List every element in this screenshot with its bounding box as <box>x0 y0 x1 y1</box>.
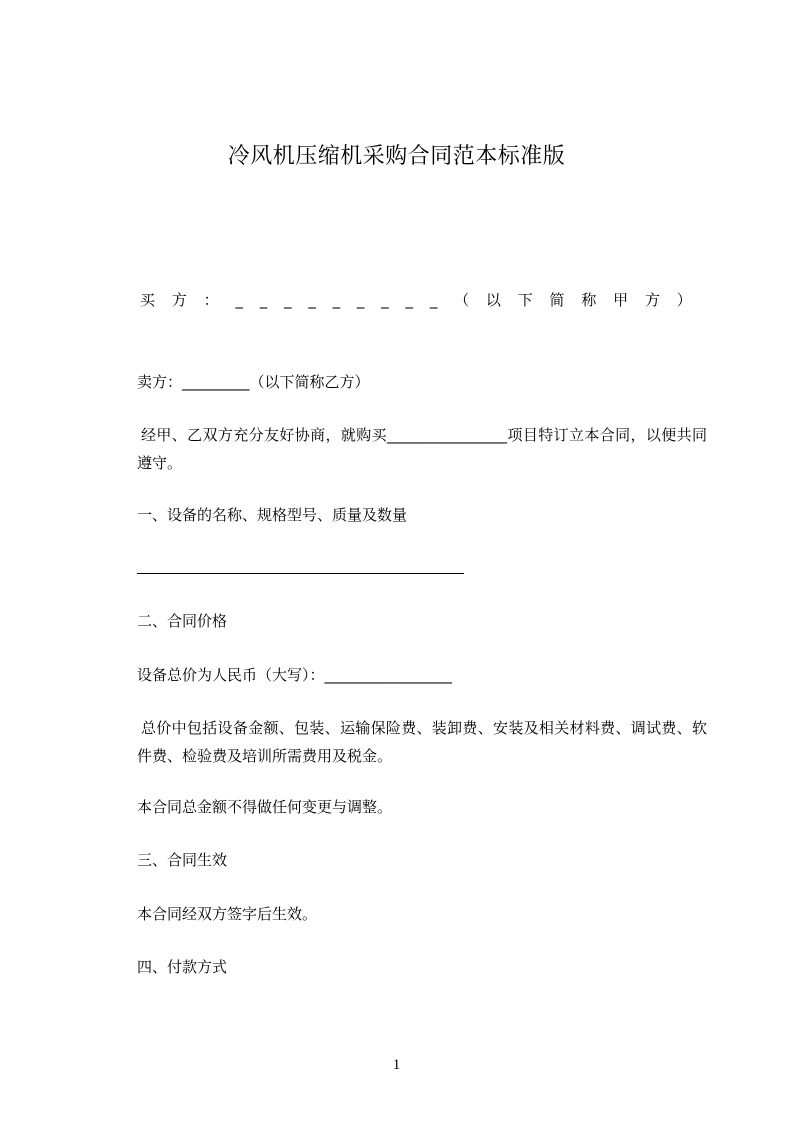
section-heading-equipment: 一、设备的名称、规格型号、质量及数量 <box>137 506 408 524</box>
buyer-char: ： <box>203 291 219 309</box>
buyer-blank: _ <box>429 291 438 309</box>
total-price-line: 设备总价为人民币（大写）：_________________ <box>137 666 453 684</box>
buyer-line <box>140 290 692 310</box>
buyer-char: 甲 <box>613 291 629 309</box>
document-title: 冷风机压缩机采购合同范本标准版 <box>227 144 566 169</box>
buyer-char: 买 <box>140 291 156 309</box>
seller-line: 卖方：_________（以下简称乙方） <box>137 373 370 391</box>
buyer-blank: _ <box>381 291 389 309</box>
intro-paragraph: 经甲、乙双方充分友好协商，就购买________________项目特订立本合同，以便共同遵守。 <box>137 426 707 472</box>
buyer-blank: _ <box>284 291 292 309</box>
price-include-paragraph: 总价中包括设备金额、包装、运输保险费、装卸费、安装及相关材料费、调试费、软件费、检验费及培训所需费用及税金。 <box>137 719 707 765</box>
buyer-char: 方 <box>171 291 187 309</box>
buyer-blank: _ <box>235 291 243 309</box>
buyer-blank: _ <box>405 291 414 309</box>
effective-line: 本合同经双方签字后生效。 <box>137 905 318 923</box>
section-heading-payment: 四、付款方式 <box>137 958 228 976</box>
buyer-char: 下 <box>517 291 533 309</box>
section-heading-effective: 三、合同生效 <box>137 851 228 869</box>
buyer-char: ） <box>676 291 692 309</box>
buyer-blank: _ <box>332 291 341 309</box>
price-fixed-line: 本合同总金额不得做任何变更与调整。 <box>137 798 393 816</box>
equipment-blank-line <box>137 573 464 574</box>
page-number: 1 <box>392 1057 401 1073</box>
section-heading-price: 二、合同价格 <box>137 612 228 630</box>
buyer-char: 简 <box>549 291 565 309</box>
buyer-blank: _ <box>356 291 365 309</box>
buyer-blank: _ <box>308 291 316 309</box>
buyer-char: 以 <box>485 291 501 309</box>
buyer-char: （ <box>454 291 470 309</box>
buyer-blank: _ <box>259 291 268 309</box>
buyer-char: 方 <box>644 291 660 309</box>
buyer-char: 称 <box>581 291 597 309</box>
